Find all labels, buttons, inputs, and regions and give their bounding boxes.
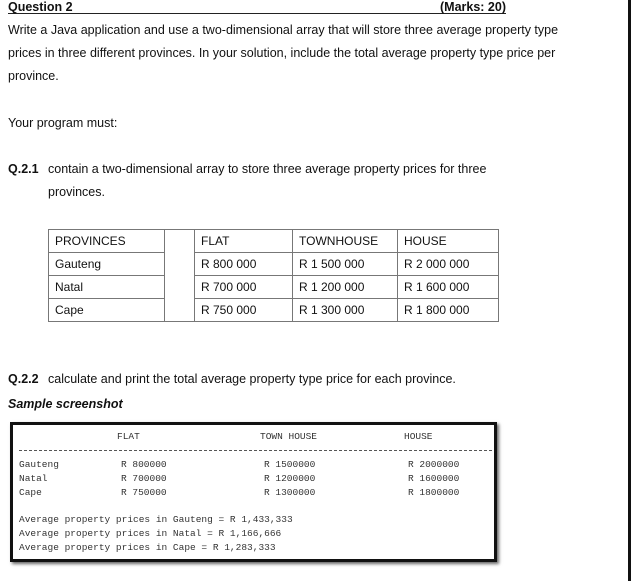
price-cell: R 1 600 000 xyxy=(398,276,499,299)
marks: (Marks: 20) xyxy=(440,0,506,14)
console-value: R 700000 xyxy=(121,473,167,484)
header-cell: FLAT xyxy=(195,230,293,253)
console-value: R 1600000 xyxy=(408,473,460,484)
console-header: TOWN HOUSE xyxy=(260,431,318,442)
price-cell: R 2 000 000 xyxy=(398,253,499,276)
console-header: HOUSE xyxy=(404,431,433,442)
table-header-row xyxy=(49,230,499,253)
sample-console-output xyxy=(10,422,497,562)
price-cell: R 1 500 000 xyxy=(293,253,398,276)
price-cell: R 700 000 xyxy=(195,276,293,299)
console-province: Cape xyxy=(19,487,42,498)
console-average-line: Average property prices in Natal = R 1,166,666 xyxy=(19,528,282,539)
table-row xyxy=(49,276,499,299)
intro-line: Write a Java application and use a two-dimensional array that will store three average property type xyxy=(8,23,559,37)
intro-line: prices in three different provinces. In your solution, include the total average property type price per xyxy=(8,46,556,60)
price-cell: R 1 200 000 xyxy=(293,276,398,299)
table-row xyxy=(49,299,499,322)
console-header: FLAT xyxy=(117,431,140,442)
table-row xyxy=(49,253,499,276)
q2-number: Q.2.2 xyxy=(8,372,39,386)
province-cell: Gauteng xyxy=(49,253,165,276)
question-header xyxy=(8,0,506,14)
page-edge xyxy=(628,0,631,581)
console-value: R 750000 xyxy=(121,487,167,498)
console-value: R 1300000 xyxy=(264,487,316,498)
price-cell: R 1 300 000 xyxy=(293,299,398,322)
program-must: Your program must: xyxy=(8,116,118,130)
sample-label: Sample screenshot xyxy=(8,397,123,411)
province-cell: Cape xyxy=(49,299,165,322)
header-cell: PROVINCES xyxy=(49,230,165,253)
header-cell: TOWNHOUSE xyxy=(293,230,398,253)
price-cell: R 1 800 000 xyxy=(398,299,499,322)
console-province: Gauteng xyxy=(19,459,59,470)
console-value: R 1200000 xyxy=(264,473,316,484)
q1-text: contain a two-dimensional array to store three average property prices for three xyxy=(48,162,487,176)
header-cell: HOUSE xyxy=(398,230,499,253)
intro-line: province. xyxy=(8,69,59,83)
console-average-line: Average property prices in Gauteng = R 1,433,333 xyxy=(19,514,293,525)
console-value: R 1500000 xyxy=(264,459,316,470)
console-value: R 1800000 xyxy=(408,487,460,498)
dashed-divider xyxy=(19,450,492,451)
q2-text: calculate and print the total average property type price for each province. xyxy=(48,372,456,386)
console-average-line: Average property prices in Cape = R 1,283,333 xyxy=(19,542,276,553)
price-cell: R 750 000 xyxy=(195,299,293,322)
price-cell: R 800 000 xyxy=(195,253,293,276)
spacer-cell xyxy=(165,230,195,322)
question-title: Question 2 xyxy=(8,0,73,14)
q1-text: provinces. xyxy=(48,185,105,199)
province-cell: Natal xyxy=(49,276,165,299)
q1-number: Q.2.1 xyxy=(8,162,39,176)
console-value: R 2000000 xyxy=(408,459,460,470)
console-province: Natal xyxy=(19,473,48,484)
console-value: R 800000 xyxy=(121,459,167,470)
property-table xyxy=(48,229,499,322)
